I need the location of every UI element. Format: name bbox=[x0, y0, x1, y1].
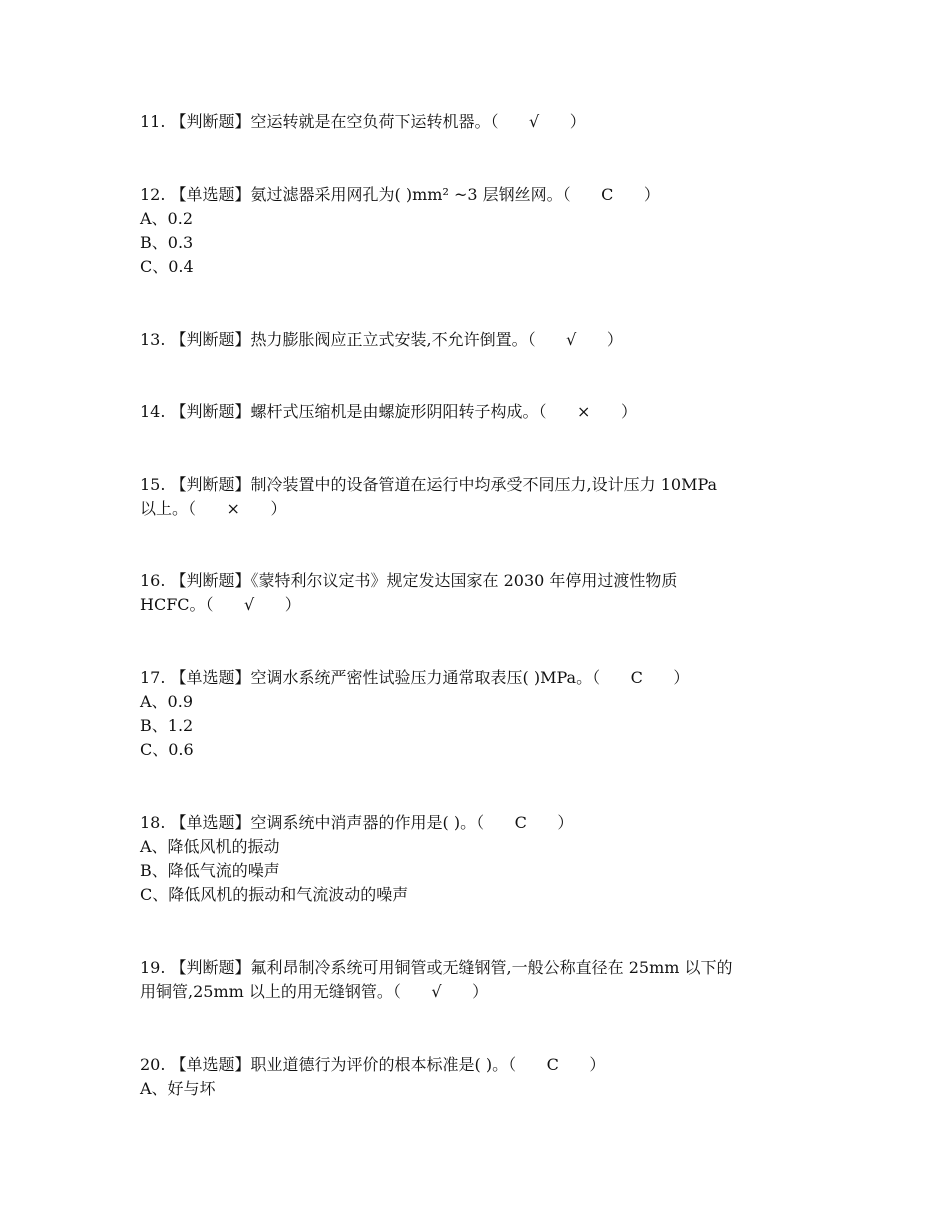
question-16-continued: HCFC。（ √ ） bbox=[140, 595, 301, 614]
question-15-continued: 以上。（ × ） bbox=[140, 499, 287, 518]
question-14: 14. 【判断题】螺杆式压缩机是由螺旋形阴阳转子构成。（ × ） bbox=[140, 402, 637, 421]
question-18-option-c: C、降低风机的振动和气流波动的噪声 bbox=[140, 885, 409, 904]
question-16: 16. 【判断题】《蒙特利尔议定书》规定发达国家在 2030 年停用过渡性物质 bbox=[140, 571, 678, 590]
question-12-option-c: C、0.4 bbox=[140, 257, 194, 276]
question-19: 19. 【判断题】氟利昂制冷系统可用铜管或无缝钢管,一般公称直径在 25mm 以下的 bbox=[140, 958, 733, 977]
question-17-option-a: A、0.9 bbox=[140, 692, 194, 711]
question-20-option-a: A、好与坏 bbox=[140, 1079, 216, 1098]
question-17: 17. 【单选题】空调水系统严密性试验压力通常取表压( )MPa。（ C ） bbox=[140, 668, 690, 687]
question-11: 11. 【判断题】空运转就是在空负荷下运转机器。（ √ ） bbox=[140, 112, 586, 131]
question-12-option-b: B、0.3 bbox=[140, 233, 194, 252]
question-12: 12. 【单选题】氨过滤器采用网孔为( )mm² ~3 层钢丝网。（ C ） bbox=[140, 185, 660, 204]
question-12-option-a: A、0.2 bbox=[140, 209, 194, 228]
question-13: 13. 【判断题】热力膨胀阀应正立式安装,不允许倒置。（ √ ） bbox=[140, 330, 623, 349]
question-17-option-c: C、0.6 bbox=[140, 740, 194, 759]
question-17-option-b: B、1.2 bbox=[140, 716, 194, 735]
question-20: 20. 【单选题】职业道德行为评价的根本标准是( )。（ C ） bbox=[140, 1055, 606, 1074]
question-18-option-a: A、降低风机的振动 bbox=[140, 837, 280, 856]
question-15: 15. 【判断题】制冷装置中的设备管道在运行中均承受不同压力,设计压力 10MPa bbox=[140, 475, 718, 494]
question-18: 18. 【单选题】空调系统中消声器的作用是( )。（ C ） bbox=[140, 813, 574, 832]
question-18-option-b: B、降低气流的噪声 bbox=[140, 861, 280, 880]
question-19-continued: 用铜管,25mm 以上的用无缝钢管。（ √ ） bbox=[140, 982, 489, 1001]
